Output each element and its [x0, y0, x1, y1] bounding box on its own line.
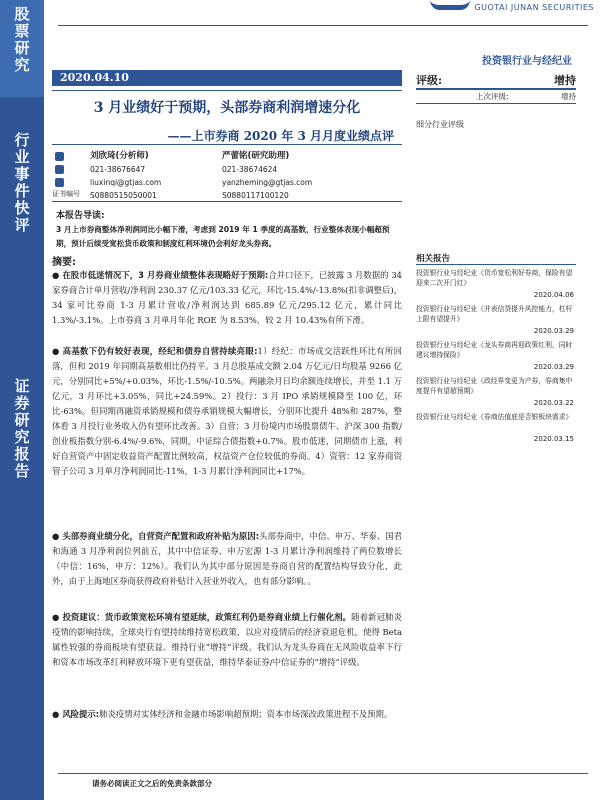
analyst-2-cert: S0880117100120	[222, 191, 289, 200]
related-report-date: 2020.03.22	[533, 399, 574, 407]
related-reports-divider	[416, 264, 576, 265]
sub-industry-rating-label: 细分行业评级	[416, 120, 464, 129]
related-report-item[interactable]: 投资银行业与经纪业《货币宽松利好券商，保险有望迎来二次开门红》	[416, 269, 573, 287]
previous-rating-value: 增持	[561, 92, 576, 101]
point-1-head: 在股市低迷情况下，3 月券商业绩整体表现略好于预期:	[62, 270, 269, 280]
point-3-head: 头部券商业绩分化，自营资产配置和政府补贴为原因:	[62, 531, 260, 541]
summary-title: 摘要:	[52, 257, 76, 268]
point-4-head: 投资建议：货币政策宽松环境有望延续，政策红利仍是券商业绩上行催化剂。	[62, 612, 352, 622]
analyst-2-name: 严蕾铭(研究助理)	[222, 151, 290, 161]
date-banner	[52, 70, 402, 86]
analyst-2	[222, 150, 312, 202]
report-title: 3 月业绩好于预期，头部券商利润增速分化	[93, 100, 361, 116]
title-divider	[52, 144, 402, 145]
industry-section-tag: 投资银行业与经纪业	[482, 56, 572, 67]
rating-divider	[416, 88, 576, 90]
phone-icon	[55, 165, 64, 174]
sidebar-label-industry-flash: 行 业 事 件 快 评	[14, 131, 30, 234]
related-report-date: 2020.03.29	[533, 363, 574, 371]
bullet-icon: ●	[52, 612, 60, 622]
analyst-divider	[52, 201, 402, 202]
analyst-1-phone: 021-38676647	[90, 165, 146, 174]
logo-swoosh-icon	[430, 0, 470, 10]
bullet-icon: ●	[52, 531, 60, 541]
rating-label: 评级:	[416, 74, 443, 87]
previous-rating-divider	[416, 103, 576, 104]
related-report-item[interactable]: 投资银行业与经纪业《政经界变更为产券，券商集中度提升有望超预期》	[416, 377, 573, 395]
disclaimer-note: 请务必阅读正文之后的免责条款部分	[92, 779, 212, 788]
company-logo	[430, 0, 600, 22]
analyst-1-name: 刘欣琦(分析师)	[90, 151, 149, 161]
analyst-icons	[55, 152, 67, 191]
point-3-text: 头部券商中，中信、申万、华泰、国君和海通 3 月净利润位列前五，其中中信证券、申万宏源 1-3 月累计净利润维持了两位数增长（中信：16%，申万：12%）。我们认为其中部分原因是券商自营的配置结构导致分化，此外，由于上海地区券商获得政府补贴计入营业外收入，也有部分影响。。	[52, 531, 402, 586]
summary-point-5	[52, 707, 402, 722]
point-5-text: 肺炎疫情对实体经济和金融市场影响超预期；资本市场深改政策进程不及预期。	[99, 709, 393, 719]
bullet-icon: ●	[52, 346, 60, 356]
summary-point-4	[52, 610, 402, 670]
sidebar-label-securities-report: 证 券 研 究 报 告	[14, 377, 30, 480]
related-report-date: 2020.04.06	[533, 291, 574, 299]
header-divider	[58, 25, 588, 26]
related-report-date: 2020.03.29	[533, 327, 574, 335]
email-icon	[55, 178, 64, 187]
analyst-1-cert: S0880515050001	[90, 191, 157, 200]
footer-divider	[58, 773, 588, 774]
related-report-item[interactable]: 投资银行业与经纪业《券商估值底是否银板块需求》	[416, 413, 573, 421]
analyst-2-email[interactable]: yanzheming@gtjas.com	[222, 178, 313, 187]
summary-point-1	[52, 268, 402, 328]
analyst-1	[90, 150, 161, 202]
summary-point-3	[52, 529, 402, 589]
date-divider	[52, 90, 402, 91]
point-2-head: 高基数下仍有较好表现，经纪和债券自营持续亮眼:	[62, 346, 258, 356]
rating-value: 增持	[554, 74, 576, 87]
point-5-head: 风险提示:	[62, 709, 100, 719]
related-report-item[interactable]: 投资银行业与经纪业《龙头券商再迎政策红利，同时建议增持保险》	[416, 341, 573, 359]
related-report-date: 2020.03.15	[533, 435, 574, 443]
person-icon	[55, 152, 64, 161]
previous-rating-label: 上次评级:	[476, 92, 509, 101]
cert-label: 证书编号	[52, 190, 80, 198]
bullet-icon: ●	[52, 709, 60, 719]
point-4-text: 随着新冠肺炎疫情的影响持续，全球央行有望持续维持宽松政策，以应对疫情后的经济衰退危机，使得 Beta 属性较强的券商板块有望获益。维持行业“增持”评级。我们认为龙头券商在无风险收益率下行和资本市场改革红利释放环境下更有望获益，维持华泰证券/中信证券的“增持”评级。	[52, 612, 403, 667]
bullet-icon: ●	[52, 270, 60, 280]
report-date: 2020.04.10	[60, 71, 129, 84]
analyst-1-email[interactable]: liuxinqi@gtjas.com	[90, 178, 162, 187]
related-report-item[interactable]: 投资银行业与经纪业《并表信贷提升风控能力，杠杆上限有望提升》	[416, 305, 573, 323]
related-reports-title: 相关报告	[416, 254, 451, 264]
analyst-2-phone: 021-38674624	[222, 165, 278, 174]
guide-title: 本报告导读:	[56, 211, 105, 221]
report-subtitle: ——上市券商 2020 年 3 月月度业绩点评	[167, 129, 394, 143]
logo-text: GUOTAI JUNAN SECURITIES	[474, 3, 594, 12]
point-2-text: 1）经纪：市场成交活跃性环比有所回落，但和 2019 年同期高基数相比仍持平。3 月总股基成交额 2.04 万亿元/日均股基 9266 亿元，分别同比+5%/+0.03%，环比-1.5%/-10.5%。两融余月日均余额连续增长，并至 1.1 万亿元，3 月环比+3.05%，同比+24.59%。2）投行：3 月 IPO 承销规模降至 100 亿，环比-63%。但同期再融资承销规模和债券承销规模大幅增长，分别环比提升 48%和 287%，整体看 3 月投行业务收入仍有望环比改善。3）自营：3 月份境内市场股票债牛、沪深 300 指数/创业板指数分别-6.4%/-9.6%，同期，中证综合债指数+0.7%。股市低迷，同期债市上涨，利好自营资产中固定收益资产配置比例较高，权益资产仓位较低的券商。4）资管：12 家券商资管子公司 3 月单月净利润同比-11%，1-3 月累计净利润同比+17%。	[52, 346, 402, 476]
summary-point-2	[52, 344, 402, 479]
guide-text: 3 月上市券商整体净利润同比小幅下滑，考虑到 2019 年 1 季度的高基数，行业整体表现小幅超预期，预计后续受宽松货币政策和制度红利环境仍会利好龙头券商。	[56, 225, 390, 248]
point-1-text: 合并口径下，已披露 3 月数据的 34 家券商合计单月营收/净利润 230.37 亿元/103.33 亿元，环比-15.4%/-13.8%(扣非调整后)，34 家可比券商 1-3 月累计营收/净利润达到 685.89 亿元/295.12 亿元，累计同比 1.3%/-3.1%。上市券商 3 月单月年化 ROE 为 8.53%，较 2 月 10.43%有所下滑。	[52, 270, 402, 325]
sidebar-label-stock-research: 股 票 研 究	[14, 5, 30, 74]
